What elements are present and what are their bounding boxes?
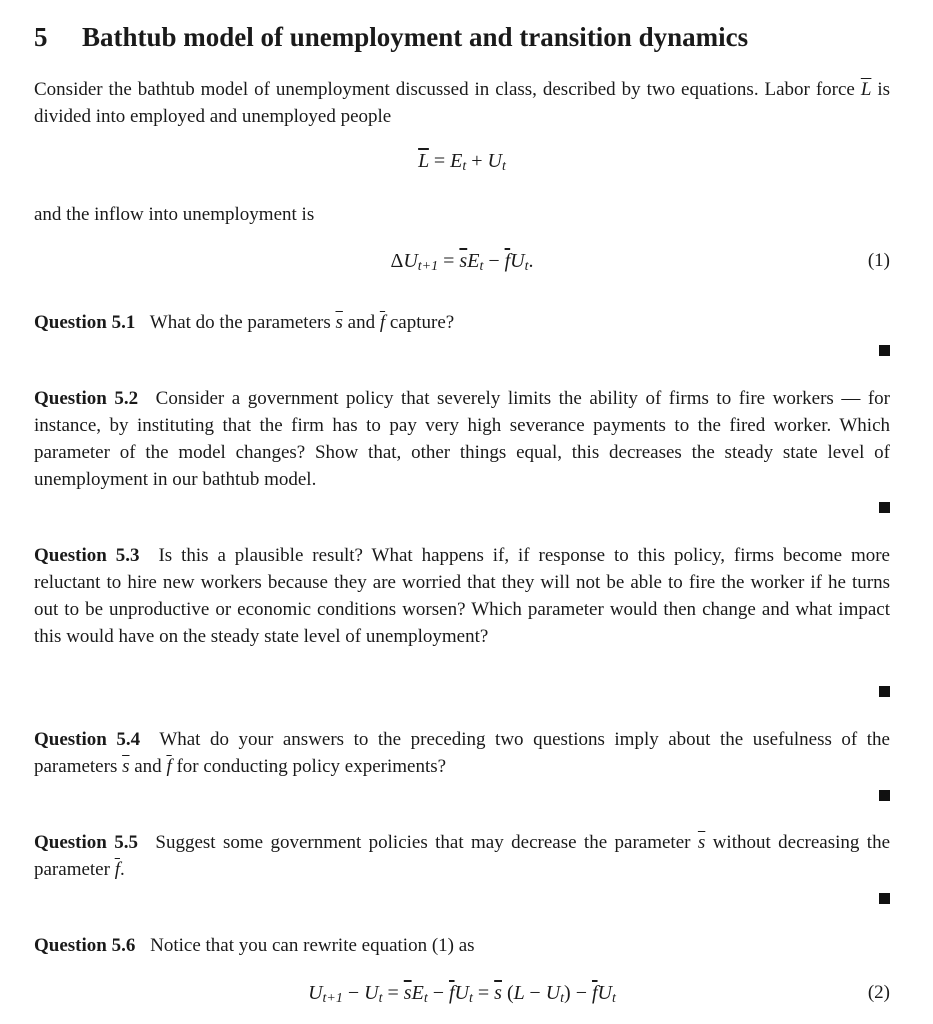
question-text: Is this a plausible result? What happens if, if response to this policy, firms become more reluctant to hire new workers because they are worried that they will not be able to fire the worker if he turns out to be unproductive or economic conditions worsen? Which parameter would then change and what impact this would have on the steady state level of unemployment? xyxy=(34,545,890,647)
qed-square xyxy=(879,686,890,697)
question-label: Question 5.2 xyxy=(34,388,139,409)
question-text: and xyxy=(347,312,376,333)
question-label: Question 5.6 xyxy=(34,935,136,956)
intro-paragraph xyxy=(34,76,890,130)
section-number: 5 xyxy=(34,22,48,52)
question-text: without decreasing the parameter xyxy=(34,832,891,880)
equation-1: $\Delta U_{t+1} = \overline{s}E_t - \overline{f}U_t$. (1) xyxy=(390,250,890,274)
question-text: What do the parameters xyxy=(149,312,331,333)
qed-square xyxy=(879,790,890,801)
question-label: Question 5.1 xyxy=(34,312,136,333)
qed-square xyxy=(879,893,890,904)
question-text: Suggest some government policies that may decrease the parameter xyxy=(155,832,691,853)
section-title: Bathtub model of unemployment and transition dynamics xyxy=(82,22,749,52)
equation-2: $U_{t+1} - U_t = \overline{s}E_t - \overline{f}U_t = \overline{s}$ $(L - U_t) - \overline{f}U_t$ (2) xyxy=(308,982,890,1006)
question-5-6 xyxy=(34,932,890,959)
question-text: capture? xyxy=(389,312,455,333)
inflow-text: and the inflow into unemployment is xyxy=(34,204,315,225)
qed-square xyxy=(879,502,890,513)
question-5-2 xyxy=(34,385,890,493)
intro-text-2: is divided into employed and unemployed people xyxy=(34,79,891,127)
question-label: Question 5.3 xyxy=(34,545,140,566)
question-text: Notice that you can rewrite equation (1) as xyxy=(150,935,475,956)
section-heading xyxy=(34,22,748,53)
question-text: and xyxy=(134,756,162,777)
question-text: What do your answers to the preceding two questions imply about the usefulness of the parameters xyxy=(34,729,890,777)
question-label: Question 5.4 xyxy=(34,729,141,750)
equation-2-number: (2) xyxy=(867,982,890,1003)
equation-1-number: (1) xyxy=(867,250,890,271)
question-text: Consider a government policy that severely limits the ability of firms to fire workers — for instance, by instituting that the firm has to pay very high severance payments to the fired worker. Which parameter of the model changes? Show that, other things equal, this decreases the steady state level of unemployment in our bathtub model. xyxy=(34,388,890,490)
question-5-5: Question 5.5 Suggest some government policies that may decrease the parameter $\overline{s}$ without decreasing the parameter $\overline{f}$. xyxy=(34,832,891,880)
equation-labor-force: $\overline{L} = E_t + U_t$ xyxy=(418,150,506,174)
question-5-1: Question 5.1 What do the parameters $\overline{s}$ and $\overline{f}$ capture? xyxy=(34,312,455,333)
labor-force-symbol: $\overline{L}$ xyxy=(860,79,872,100)
question-5-3 xyxy=(34,542,890,650)
question-text: for conducting policy experiments? xyxy=(176,756,447,777)
qed-square xyxy=(879,345,890,356)
question-5-4: Question 5.4 What do your answers to the preceding two questions imply about the usefulness of the parameters $\overline{s}$ and $\overline{f}$ for conducting policy experiments? xyxy=(34,729,890,777)
intro-text-1: Consider the bathtub model of unemployment discussed in class, described by two equations. Labor force xyxy=(34,79,855,100)
question-label: Question 5.5 xyxy=(34,832,138,853)
